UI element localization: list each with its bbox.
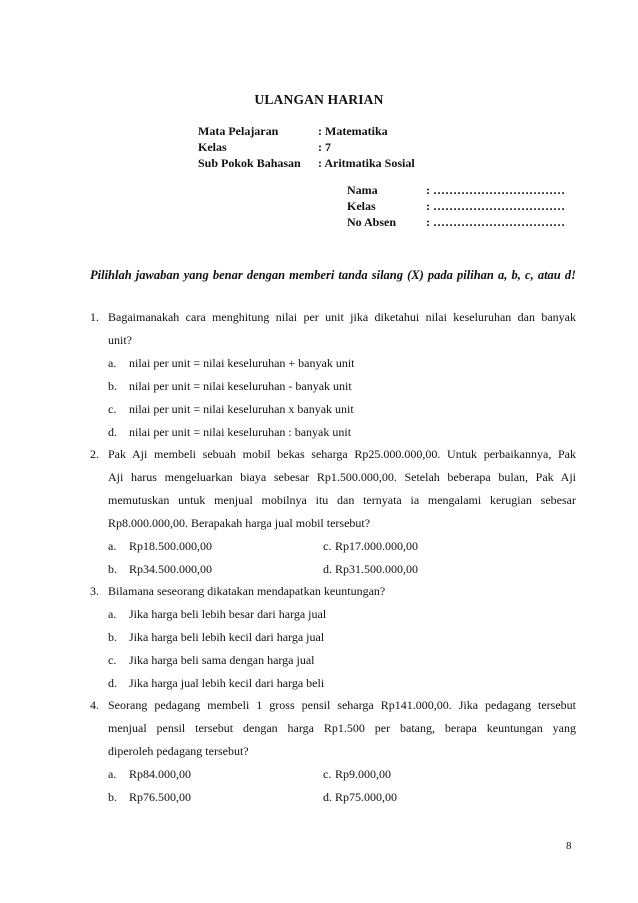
identity-blank: : …………………………… xyxy=(426,199,565,213)
identity-blank: : …………………………… xyxy=(426,215,565,229)
option-text: Rp84.000,00 xyxy=(129,767,192,781)
identity-label: Kelas xyxy=(347,199,376,213)
option-text: nilai per unit = nilai keseluruhan + banyak unit xyxy=(129,356,355,370)
question-number: 4. xyxy=(90,698,99,712)
option-letter-right: c. xyxy=(323,767,332,781)
identity-blank: : …………………………… xyxy=(426,183,565,197)
question-line: Aji harus mengeluarkan biaya sebesar Rp1.500.000,00. Setelah beberapa bulan, Pak Aji xyxy=(108,470,576,484)
option-letter: a. xyxy=(108,539,117,553)
option-letter: c. xyxy=(108,402,117,416)
identity-label: No Absen xyxy=(347,215,397,229)
option-letter-right: c. xyxy=(323,539,332,553)
meta-value: : Aritmatika Sosial xyxy=(318,156,415,170)
option-letter-right: d. xyxy=(323,562,332,576)
meta-label: Mata Pelajaran xyxy=(198,124,279,138)
question-line: unit? xyxy=(108,333,132,347)
option-letter-right: d. xyxy=(323,790,332,804)
meta-value: : Matematika xyxy=(318,124,388,138)
option-letter: a. xyxy=(108,607,117,621)
option-text: Rp76.500,00 xyxy=(129,790,192,804)
option-text: Jika harga beli lebih besar dari harga jual xyxy=(129,607,327,621)
question-number: 3. xyxy=(90,584,99,598)
question-line: menjual pensil tersebut dengan harga Rp1.500 per batang, berapa keuntungan yang xyxy=(108,721,576,735)
option-letter: b. xyxy=(108,790,117,804)
option-letter: b. xyxy=(108,562,117,576)
question-line: Bagaimanakah cara menghitung nilai per unit jika diketahui nilai keseluruhan dan banyak xyxy=(108,310,576,324)
question-number: 2. xyxy=(90,447,99,461)
question-line: Seorang pedagang membeli 1 gross pensil seharga Rp141.000,00. Jika pedagang tersebut xyxy=(108,698,576,712)
option-text-right: Rp31.500.000,00 xyxy=(335,562,419,576)
option-text: nilai per unit = nilai keseluruhan x banyak unit xyxy=(129,402,354,416)
option-letter: c. xyxy=(108,653,117,667)
question-line: diperoleh pedagang tersebut? xyxy=(108,744,249,758)
option-text: nilai per unit = nilai keseluruhan : banyak unit xyxy=(129,425,352,439)
option-text: Rp34.500.000,00 xyxy=(129,562,213,576)
option-text-right: Rp75.000,00 xyxy=(335,790,398,804)
option-letter: a. xyxy=(108,767,117,781)
page-title: ULANGAN HARIAN xyxy=(254,92,384,107)
option-letter: d. xyxy=(108,425,117,439)
option-text: nilai per unit = nilai keseluruhan - banyak unit xyxy=(129,379,352,393)
meta-label: Kelas xyxy=(198,140,227,154)
option-text: Rp18.500.000,00 xyxy=(129,539,213,553)
option-text: Jika harga beli sama dengan harga jual xyxy=(129,653,315,667)
option-letter: b. xyxy=(108,630,117,644)
option-text: Jika harga jual lebih kecil dari harga beli xyxy=(129,676,325,690)
question-line: Rp8.000.000,00. Berapakah harga jual mobil tersebut? xyxy=(108,516,371,530)
question-line: memutuskan untuk menjual mobilnya itu dan ternyata ia mengalami kerugian sebesar xyxy=(108,493,576,507)
option-letter: d. xyxy=(108,676,117,690)
identity-label: Nama xyxy=(347,183,378,197)
option-letter: b. xyxy=(108,379,117,393)
page-number: 8 xyxy=(566,840,572,852)
option-text-right: Rp17.000.000,00 xyxy=(335,539,419,553)
option-text: Jika harga beli lebih kecil dari harga jual xyxy=(129,630,325,644)
meta-label: Sub Pokok Bahasan xyxy=(198,156,301,170)
option-text-right: Rp9.000,00 xyxy=(335,767,392,781)
option-letter: a. xyxy=(108,356,117,370)
question-number: 1. xyxy=(90,310,99,324)
question-line: Pak Aji membeli sebuah mobil bekas seharga Rp25.000.000,00. Untuk perbaikannya, Pak xyxy=(108,447,576,461)
question-line: Bilamana seseorang dikatakan mendapatkan keuntungan? xyxy=(108,584,386,598)
instruction-text: Pilihlah jawaban yang benar dengan memberi tanda silang (X) pada pilihan a, b, c, atau d! xyxy=(90,268,576,282)
meta-value: : 7 xyxy=(318,140,331,154)
